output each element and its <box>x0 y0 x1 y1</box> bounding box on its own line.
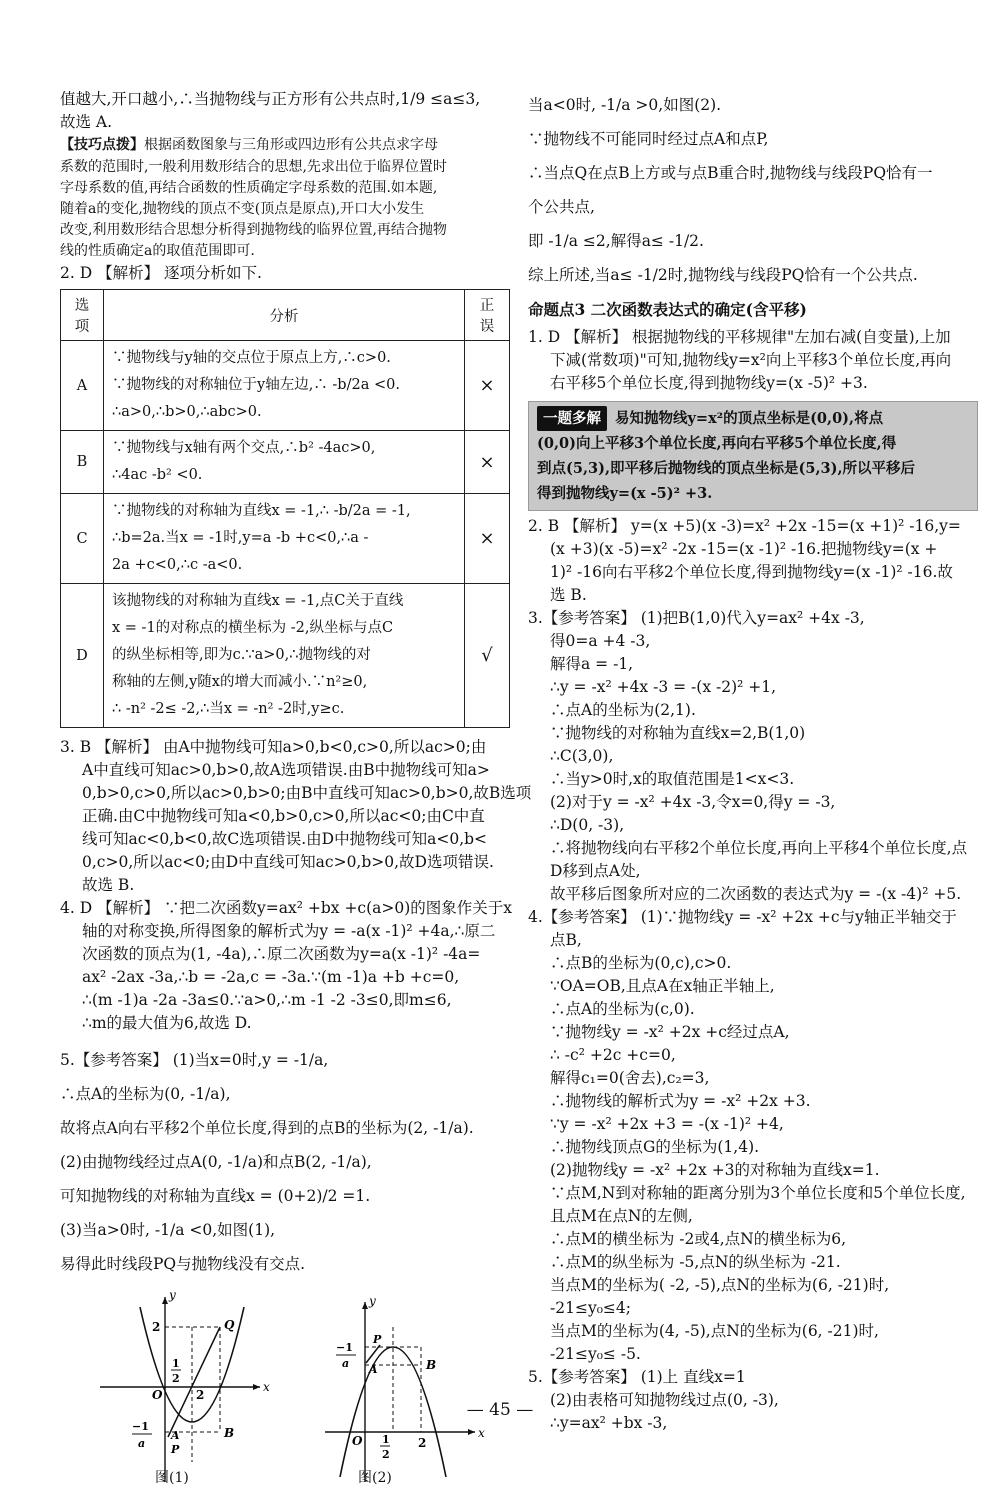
alt-solution-box <box>528 401 978 511</box>
svg-text:a: a <box>342 1357 350 1370</box>
text-line: 0,b>0,c>0,所以ac>0,b>0;由B中直线可知ac>0,b>0,故B选项 <box>82 784 532 802</box>
analysis-cell <box>104 341 465 431</box>
text-line: ∴点B的坐标为(0,c),c>0. <box>550 954 732 972</box>
text-line: 得0=a +4 -3, <box>550 632 651 650</box>
svg-text:O: O <box>152 1388 163 1402</box>
r-q2-block <box>528 515 978 607</box>
analysis-line: 称轴的左侧,y随x的增大而减小.∵n²≥0, <box>112 674 368 690</box>
analysis-line: ∵抛物线与x轴有两个交点,∴b² -4ac>0, <box>112 440 376 456</box>
box-line: 到点(5,3),即平移后抛物线的顶点坐标是(5,3),所以平移后 <box>537 460 915 477</box>
analysis-cell <box>104 584 465 728</box>
analysis-line: ∴4ac -b² <0. <box>112 467 203 483</box>
text-line: 2. B 【解析】 y=(x +5)(x -3)=x² +2x -15=(x +1)² -16,y= <box>528 517 961 535</box>
svg-text:−1: −1 <box>336 1341 353 1354</box>
text-line: (x +3)(x -5)=x² -2x -15=(x -1)² -16.把抛物线y=(x + <box>550 540 938 558</box>
text-line: 0,c>0,所以ac<0;由D中直线可知ac>0,b>0,故D选项错误. <box>82 853 494 871</box>
svg-text:P: P <box>373 1333 382 1346</box>
text-line: 当点M的坐标为( -2, -5),点N的坐标为(6, -21)时, <box>550 1276 890 1294</box>
text-line: 4. D 【解析】 ∵把二次函数y=ax² +bx +c(a>0)的图象作关于x <box>60 899 513 917</box>
alt-solution-tag: 一题多解 <box>537 406 607 431</box>
text-line: ∵OA=OB,且点A在x轴正半轴上, <box>550 977 775 995</box>
text-line: (3)当a>0时, -1/a <0,如图(1), <box>60 1221 276 1239</box>
text-line: 即 -1/a ≤2,解得a≤ -1/2. <box>528 232 704 250</box>
text-line: D移到点A处, <box>550 862 641 880</box>
text-line: 解得c₁=0(舍去),c₂=3, <box>550 1069 710 1087</box>
text-line: ax² -2ax -3a,∴b = -2a,c = -3a.∵(m -1)a +b +c=0, <box>82 968 460 986</box>
svg-text:y: y <box>369 1294 376 1308</box>
option-cell: D <box>61 584 104 728</box>
text-line: 值越大,开口越小,∴当抛物线与正方形有公共点时,1/9 ≤a≤3, <box>60 90 481 108</box>
page-number: — 45 — <box>466 1400 534 1420</box>
box-line: 易知抛物线y=x²的顶点坐标是(0,0),将点 <box>615 410 884 427</box>
text-line: 5.【参考答案】 (1)当x=0时,y = -1/a, <box>60 1051 329 1069</box>
figure-graphs <box>60 1287 510 1487</box>
text-line: ∴点M的纵坐标为 -5,点N的纵坐标为 -21. <box>550 1253 841 1271</box>
text-line: 3. B 【解析】 由A中抛物线可知a>0,b<0,c>0,所以ac>0;由 <box>60 738 487 756</box>
text-line: 可知抛物线的对称轴为直线x = (0+2)/2 =1. <box>60 1187 371 1205</box>
text-line: 次函数的顶点为(1, -4a),∴原二次函数为y=a(x -1)² -4a= <box>82 945 481 963</box>
table-header-row <box>61 290 510 341</box>
svg-text:x: x <box>263 1380 270 1394</box>
analysis-cell <box>104 431 465 494</box>
text-line: 当点M的坐标为(4, -5),点N的坐标为(6, -21)时, <box>550 1322 879 1340</box>
text-line: 个公共点, <box>528 198 595 216</box>
section-title: 命题点3 二次函数表达式的确定(含平移) <box>528 300 807 319</box>
text-line: ∴点A的坐标为(2,1). <box>550 701 696 719</box>
svg-text:2: 2 <box>418 1436 427 1450</box>
text-line: ∴抛物线顶点G的坐标为(1,4). <box>550 1138 760 1156</box>
table-row <box>61 431 510 494</box>
text-line: 正确.由C中抛物线可知a<0,b>0,c>0,所以ac<0;由C中直 <box>82 807 485 825</box>
tip-line: 改变,利用数形结合思想分析得到抛物线的临界位置,再结合抛物 <box>60 222 447 238</box>
text-line: ∴将抛物线向右平移2个单位长度,再向上平移4个单位长度,点 <box>550 839 968 857</box>
svg-text:2: 2 <box>196 1388 205 1402</box>
text-line: 下减(常数项)"可知,抛物线y=x²向上平移3个单位长度,再向 <box>550 351 952 369</box>
text-line: ∴D(0, -3), <box>550 816 625 834</box>
text-line: ∴y = -x² +4x -3 = -(x -2)² +1, <box>550 678 777 696</box>
r-q4-block <box>528 906 978 1366</box>
analysis-line: ∴b=2a.当x = -1时,y=a -b +c<0,∴a - <box>112 530 369 546</box>
q4-block <box>60 897 513 1035</box>
figures <box>60 1287 510 1487</box>
text-line: 线可知ac<0,b<0,故C选项错误.由D中抛物线可知a<0,b< <box>82 830 488 848</box>
text-line: ∴抛物线的解析式为y = -x² +2x +3. <box>550 1092 811 1110</box>
left-top-text <box>60 88 510 134</box>
analysis-line: x = -1的对称点的横坐标为 -2,纵坐标与点C <box>112 620 394 636</box>
right-column <box>528 88 978 1435</box>
text-line: 右平移5个单位长度,得到抛物线y=(x -5)² +3. <box>550 374 868 392</box>
figure-2-caption: 图(2) <box>358 1470 392 1486</box>
svg-text:1: 1 <box>382 1433 390 1446</box>
text-line: ∴ -c² +2c +c=0, <box>550 1046 676 1064</box>
analysis-line: 该抛物线的对称轴为直线x = -1,点C关于直线 <box>112 593 404 609</box>
tip-rest <box>60 157 510 262</box>
tip-line: 系数的范围时,一般利用数形结合的思想,先求出位于临界位置时 <box>60 159 447 175</box>
box-line: (0,0)向上平移3个单位长度,再向右平移5个单位长度,得 <box>537 435 897 452</box>
text-line: ∵y = -x² +2x +3 = -(x -1)² +4, <box>550 1115 784 1133</box>
text-line: ∵点M,N到对称轴的距离分别为3个单位长度和5个单位长度, <box>550 1184 966 1202</box>
left-column <box>60 88 532 1487</box>
table-header: 选项 <box>61 290 104 341</box>
box-rest <box>537 431 969 506</box>
right-top-text <box>528 88 978 292</box>
svg-text:A: A <box>171 1429 180 1442</box>
text-line: 且点M在点N的左侧, <box>550 1207 693 1225</box>
analysis-table <box>60 289 510 728</box>
result-cell: × <box>465 341 510 431</box>
result-cell: √ <box>465 584 510 728</box>
svg-text:P: P <box>171 1443 180 1456</box>
analysis-line: ∴a>0,∴b>0,∴abc>0. <box>112 404 262 420</box>
text-line: 1. D 【解析】 根据抛物线的平移规律"左加右减(自变量),上加 <box>528 328 951 346</box>
text-line: ∵抛物线不可能同时经过点A和点P, <box>528 130 769 148</box>
table-row <box>61 494 510 584</box>
table-body <box>61 341 510 728</box>
text-line: A中直线可知ac>0,b>0,故A选项错误.由B中抛物线可知a> <box>82 761 490 779</box>
text-line: 故将点A向右平移2个单位长度,得到的点B的坐标为(2, -1/a). <box>60 1119 474 1137</box>
svg-text:−1: −1 <box>132 1420 149 1433</box>
text-line: 点B, <box>550 931 582 949</box>
text-line: ∵抛物线y = -x² +2x +c经过点A, <box>550 1023 790 1041</box>
text-line: -21≤y₀≤4; <box>550 1299 631 1317</box>
text-line: (2)由抛物线经过点A(0, -1/a)和点B(2, -1/a), <box>60 1153 372 1171</box>
svg-text:2: 2 <box>152 1320 161 1334</box>
r-q3-block <box>528 607 978 906</box>
analysis-line: 2a +c<0,∴c -a<0. <box>112 557 243 573</box>
text-line: -21≤y₀≤ -5. <box>550 1345 641 1363</box>
figure-1 <box>100 1288 270 1482</box>
svg-text:a: a <box>138 1437 146 1450</box>
tip-title: 【技巧点拨】 <box>60 137 144 153</box>
option-cell: C <box>61 494 104 584</box>
svg-text:B: B <box>224 1426 235 1440</box>
svg-text:2: 2 <box>382 1448 390 1461</box>
table-header: 正误 <box>465 290 510 341</box>
text-line: ∴点A的坐标为(0, -1/a), <box>60 1085 231 1103</box>
text-line: ∴点M的横坐标为 -2或4,点N的横坐标为6, <box>550 1230 847 1248</box>
option-cell: B <box>61 431 104 494</box>
svg-text:Q: Q <box>224 1318 235 1332</box>
text-line: 解得a = -1, <box>550 655 634 673</box>
figure-1-caption: 图(1) <box>155 1470 189 1486</box>
table-row <box>61 341 510 431</box>
figure-2 <box>325 1294 485 1482</box>
table-row <box>61 584 510 728</box>
text-line: ∴C(3,0), <box>550 747 614 765</box>
tip-line: 字母系数的值,再结合函数的性质确定字母系数的范围.如本题, <box>60 180 438 196</box>
q3-block <box>60 736 532 897</box>
box-line: 得到抛物线y=(x -5)² +3. <box>537 485 713 502</box>
tip-line: 线的性质确定a的取值范围即可. <box>60 243 255 259</box>
table-header: 分析 <box>104 290 465 341</box>
analysis-line: ∵抛物线的对称轴为直线x = -1,∴ -b/2a = -1, <box>112 503 411 519</box>
text-line: (2)由表格可知抛物线过点(0, -3), <box>550 1391 779 1409</box>
tip-line: 随着a的变化,抛物线的顶点不变(顶点是原点),开口大小发生 <box>60 201 425 217</box>
text-line: 易得此时线段PQ与抛物线没有交点. <box>60 1255 306 1273</box>
result-cell: × <box>465 431 510 494</box>
text-line: ∴当y>0时,x的取值范围是1<x<3. <box>550 770 795 788</box>
analysis-line: ∵抛物线的对称轴位于y轴左边,∴ -b/2a <0. <box>112 377 400 393</box>
text-line: 故选 B. <box>82 876 135 894</box>
svg-text:x: x <box>478 1426 485 1440</box>
tip-line: 根据函数图象与三角形或四边形有公共点求字母 <box>144 137 438 153</box>
text-line: ∴y=ax² +bx -3, <box>550 1414 668 1432</box>
text-line: ∴(m -1)a -2a -3a≤0.∵a>0,∴m -1 -2 -3≤0,即m≤6, <box>82 991 452 1009</box>
text-line: 故选 A. <box>60 113 113 131</box>
svg-text:2: 2 <box>172 1372 180 1385</box>
text-line: 轴的对称变换,所得图象的解析式为y = -a(x -1)² +4a,∴原二 <box>82 922 496 940</box>
q5-block <box>60 1043 510 1281</box>
text-line: ∴当点Q在点B上方或与点B重合时,抛物线与线段PQ恰有一 <box>528 164 933 182</box>
text-line: 5.【参考答案】 (1)上 直线x=1 <box>528 1368 746 1386</box>
text-line: 4.【参考答案】 (1)∵抛物线y = -x² +2x +c与y轴正半轴交于 <box>528 908 957 926</box>
q2-head: 2. D 【解析】 逐项分析如下. <box>60 264 262 282</box>
svg-text:1: 1 <box>172 1357 180 1370</box>
result-cell: × <box>465 494 510 584</box>
svg-text:O: O <box>352 1434 363 1448</box>
text-line: 故平移后图象所对应的二次函数的表达式为y = -(x -4)² +5. <box>550 885 962 903</box>
analysis-line: ∵抛物线与y轴的交点位于原点上方,∴c>0. <box>112 350 391 366</box>
analysis-line: ∴ -n² -2≤ -2,∴当x = -n² -2时,y≥c. <box>112 701 345 717</box>
text-line: 1)² -16向右平移2个单位长度,得到抛物线y=(x -1)² -16.故 <box>550 563 953 581</box>
text-line: 3.【参考答案】 (1)把B(1,0)代入y=ax² +4x -3, <box>528 609 865 627</box>
svg-text:A: A <box>369 1363 378 1376</box>
text-line: (2)对于y = -x² +4x -3,令x=0,得y = -3, <box>550 793 836 811</box>
text-line: 当a<0时, -1/a >0,如图(2). <box>528 96 722 114</box>
text-line: 综上所述,当a≤ -1/2时,抛物线与线段PQ恰有一个公共点. <box>528 266 918 284</box>
tip-block <box>60 134 510 262</box>
text-line: ∴m的最大值为6,故选 D. <box>82 1014 252 1032</box>
r-q1-block <box>528 326 978 395</box>
text-line: ∵抛物线的对称轴为直线x=2,B(1,0) <box>550 724 806 742</box>
text-line: 选 B. <box>550 586 587 604</box>
text-line: ∴点A的坐标为(c,0). <box>550 1000 695 1018</box>
analysis-line: 的纵坐标相等,即为c.∵a>0,∴抛物线的对 <box>112 647 371 663</box>
svg-text:B: B <box>426 1358 437 1372</box>
analysis-cell <box>104 494 465 584</box>
option-cell: A <box>61 341 104 431</box>
text-line: (2)抛物线y = -x² +2x +3的对称轴为直线x=1. <box>550 1161 880 1179</box>
svg-text:y: y <box>169 1288 176 1302</box>
